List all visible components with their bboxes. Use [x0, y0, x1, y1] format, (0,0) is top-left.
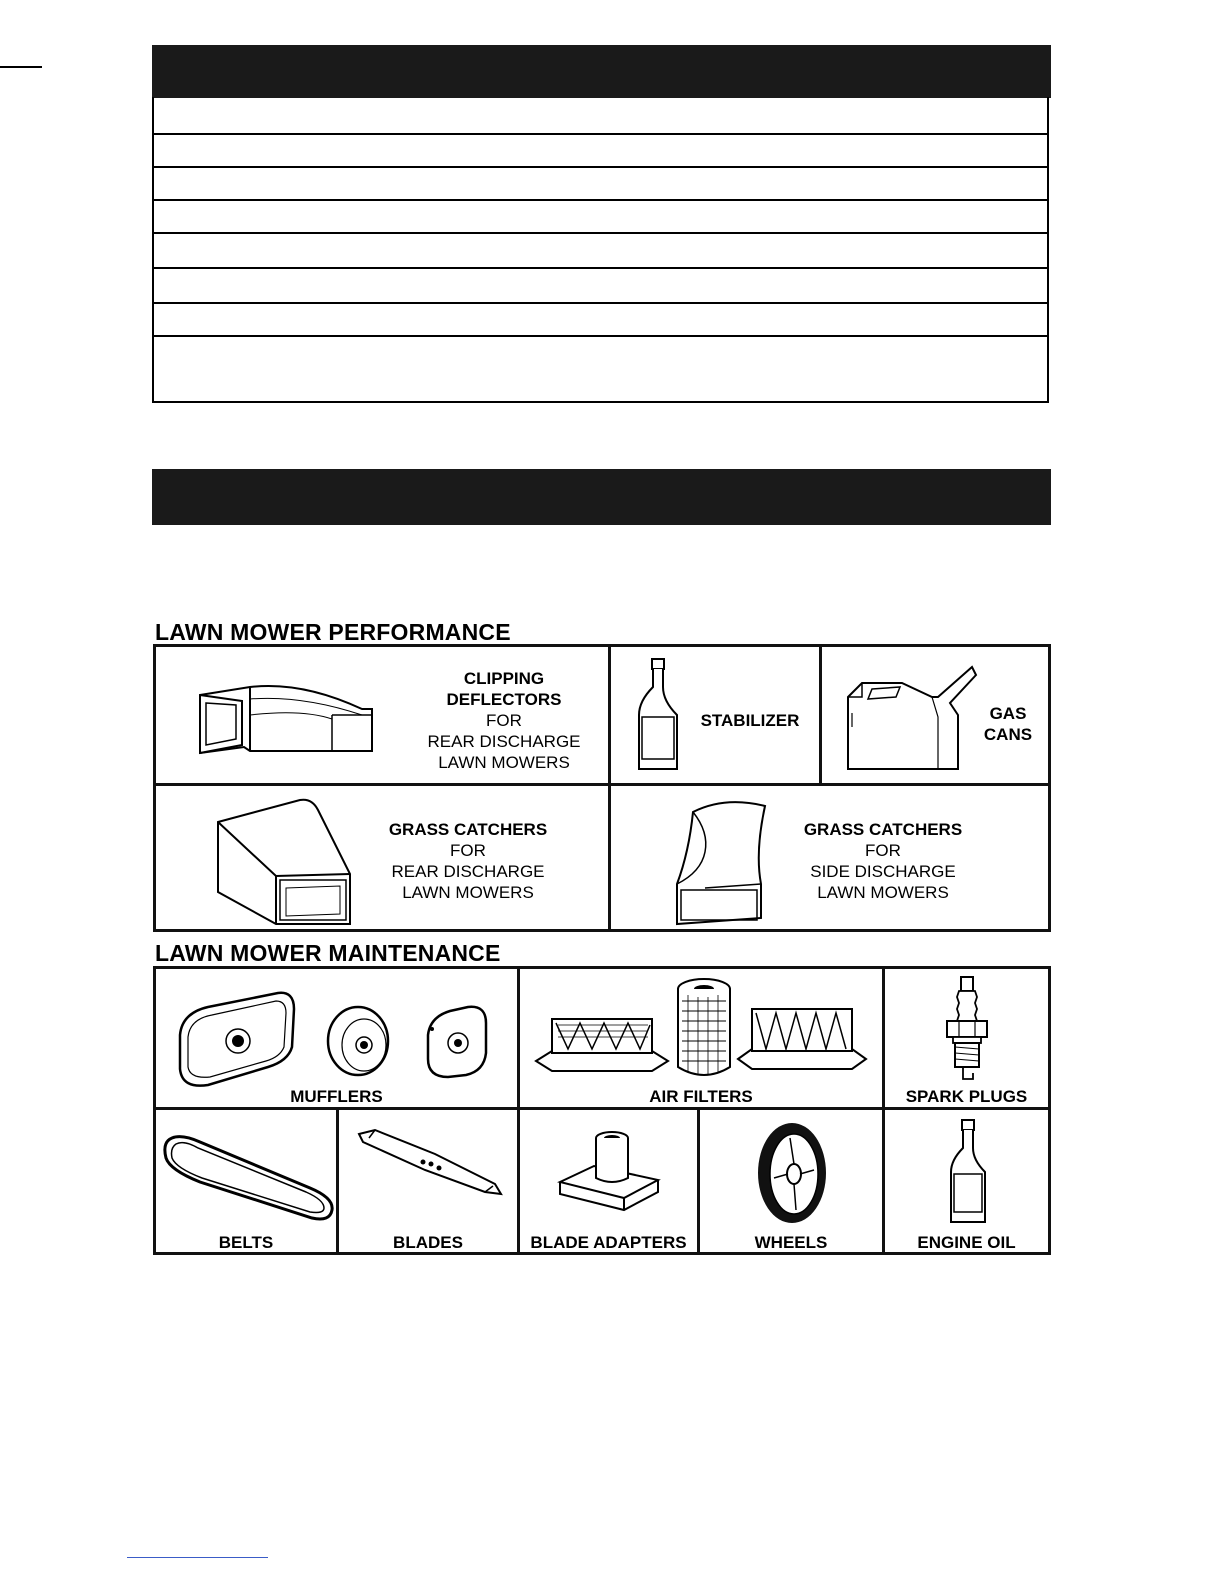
table-row — [154, 97, 1047, 135]
muffler-icon — [168, 987, 508, 1087]
maintenance-section-title: LAWN MOWER MAINTENANCE — [155, 940, 501, 966]
belts-cell: BELTS — [156, 1110, 336, 1252]
blades-cell: BLADES — [339, 1110, 517, 1252]
air-filter-icon — [532, 975, 872, 1087]
engine-oil-cell: ENGINE OIL — [885, 1110, 1048, 1252]
stabilizer-bottle-icon — [633, 657, 683, 777]
air-filters-cell: AIR FILTERS — [520, 969, 882, 1107]
wheel-icon — [752, 1118, 832, 1228]
table-row — [154, 269, 1047, 304]
table-row — [154, 135, 1047, 168]
rear-grass-catchers-cell: GRASS CATCHERS FOR REAR DISCHARGE LAWN MOWERS — [156, 786, 608, 929]
stabilizer-cell: STABILIZER — [611, 647, 819, 783]
engine-oil-bottle-icon — [943, 1118, 993, 1228]
footer-rule — [127, 1557, 268, 1558]
table-row — [154, 234, 1047, 269]
wheels-cell: WHEELS — [700, 1110, 882, 1252]
margin-tick — [0, 66, 42, 68]
maintenance-grid — [153, 966, 1051, 1255]
belt-icon — [160, 1130, 335, 1220]
blade-adapters-cell: BLADE ADAPTERS — [520, 1110, 697, 1252]
spark-plugs-cell: SPARK PLUGS — [885, 969, 1048, 1107]
table-row — [154, 201, 1047, 234]
table-row — [154, 168, 1047, 201]
blade-icon — [355, 1128, 505, 1208]
table-header-bar — [152, 45, 1051, 98]
accessories-header-bar — [152, 469, 1051, 525]
performance-section-title: LAWN MOWER PERFORMANCE — [155, 619, 511, 645]
table-row — [154, 304, 1047, 337]
gas-can-icon — [842, 657, 982, 777]
gas-cans-cell: GAS CANS — [822, 647, 1048, 783]
blank-table — [152, 97, 1049, 403]
side-grass-catcher-icon — [665, 792, 775, 927]
side-grass-catchers-cell: GRASS CATCHERS FOR SIDE DISCHARGE LAWN MOWERS — [611, 786, 1048, 929]
blade-adapter-icon — [554, 1130, 664, 1220]
clipping-deflector-icon — [192, 675, 392, 765]
clipping-deflectors-cell: CLIPPING DEFLECTORS FOR REAR DISCHARGE LAWN MOWERS — [156, 647, 608, 783]
rear-grass-catcher-icon — [210, 796, 360, 926]
spark-plug-icon — [937, 975, 997, 1085]
mufflers-cell: MUFFLERS — [156, 969, 517, 1107]
performance-grid — [153, 644, 1051, 932]
